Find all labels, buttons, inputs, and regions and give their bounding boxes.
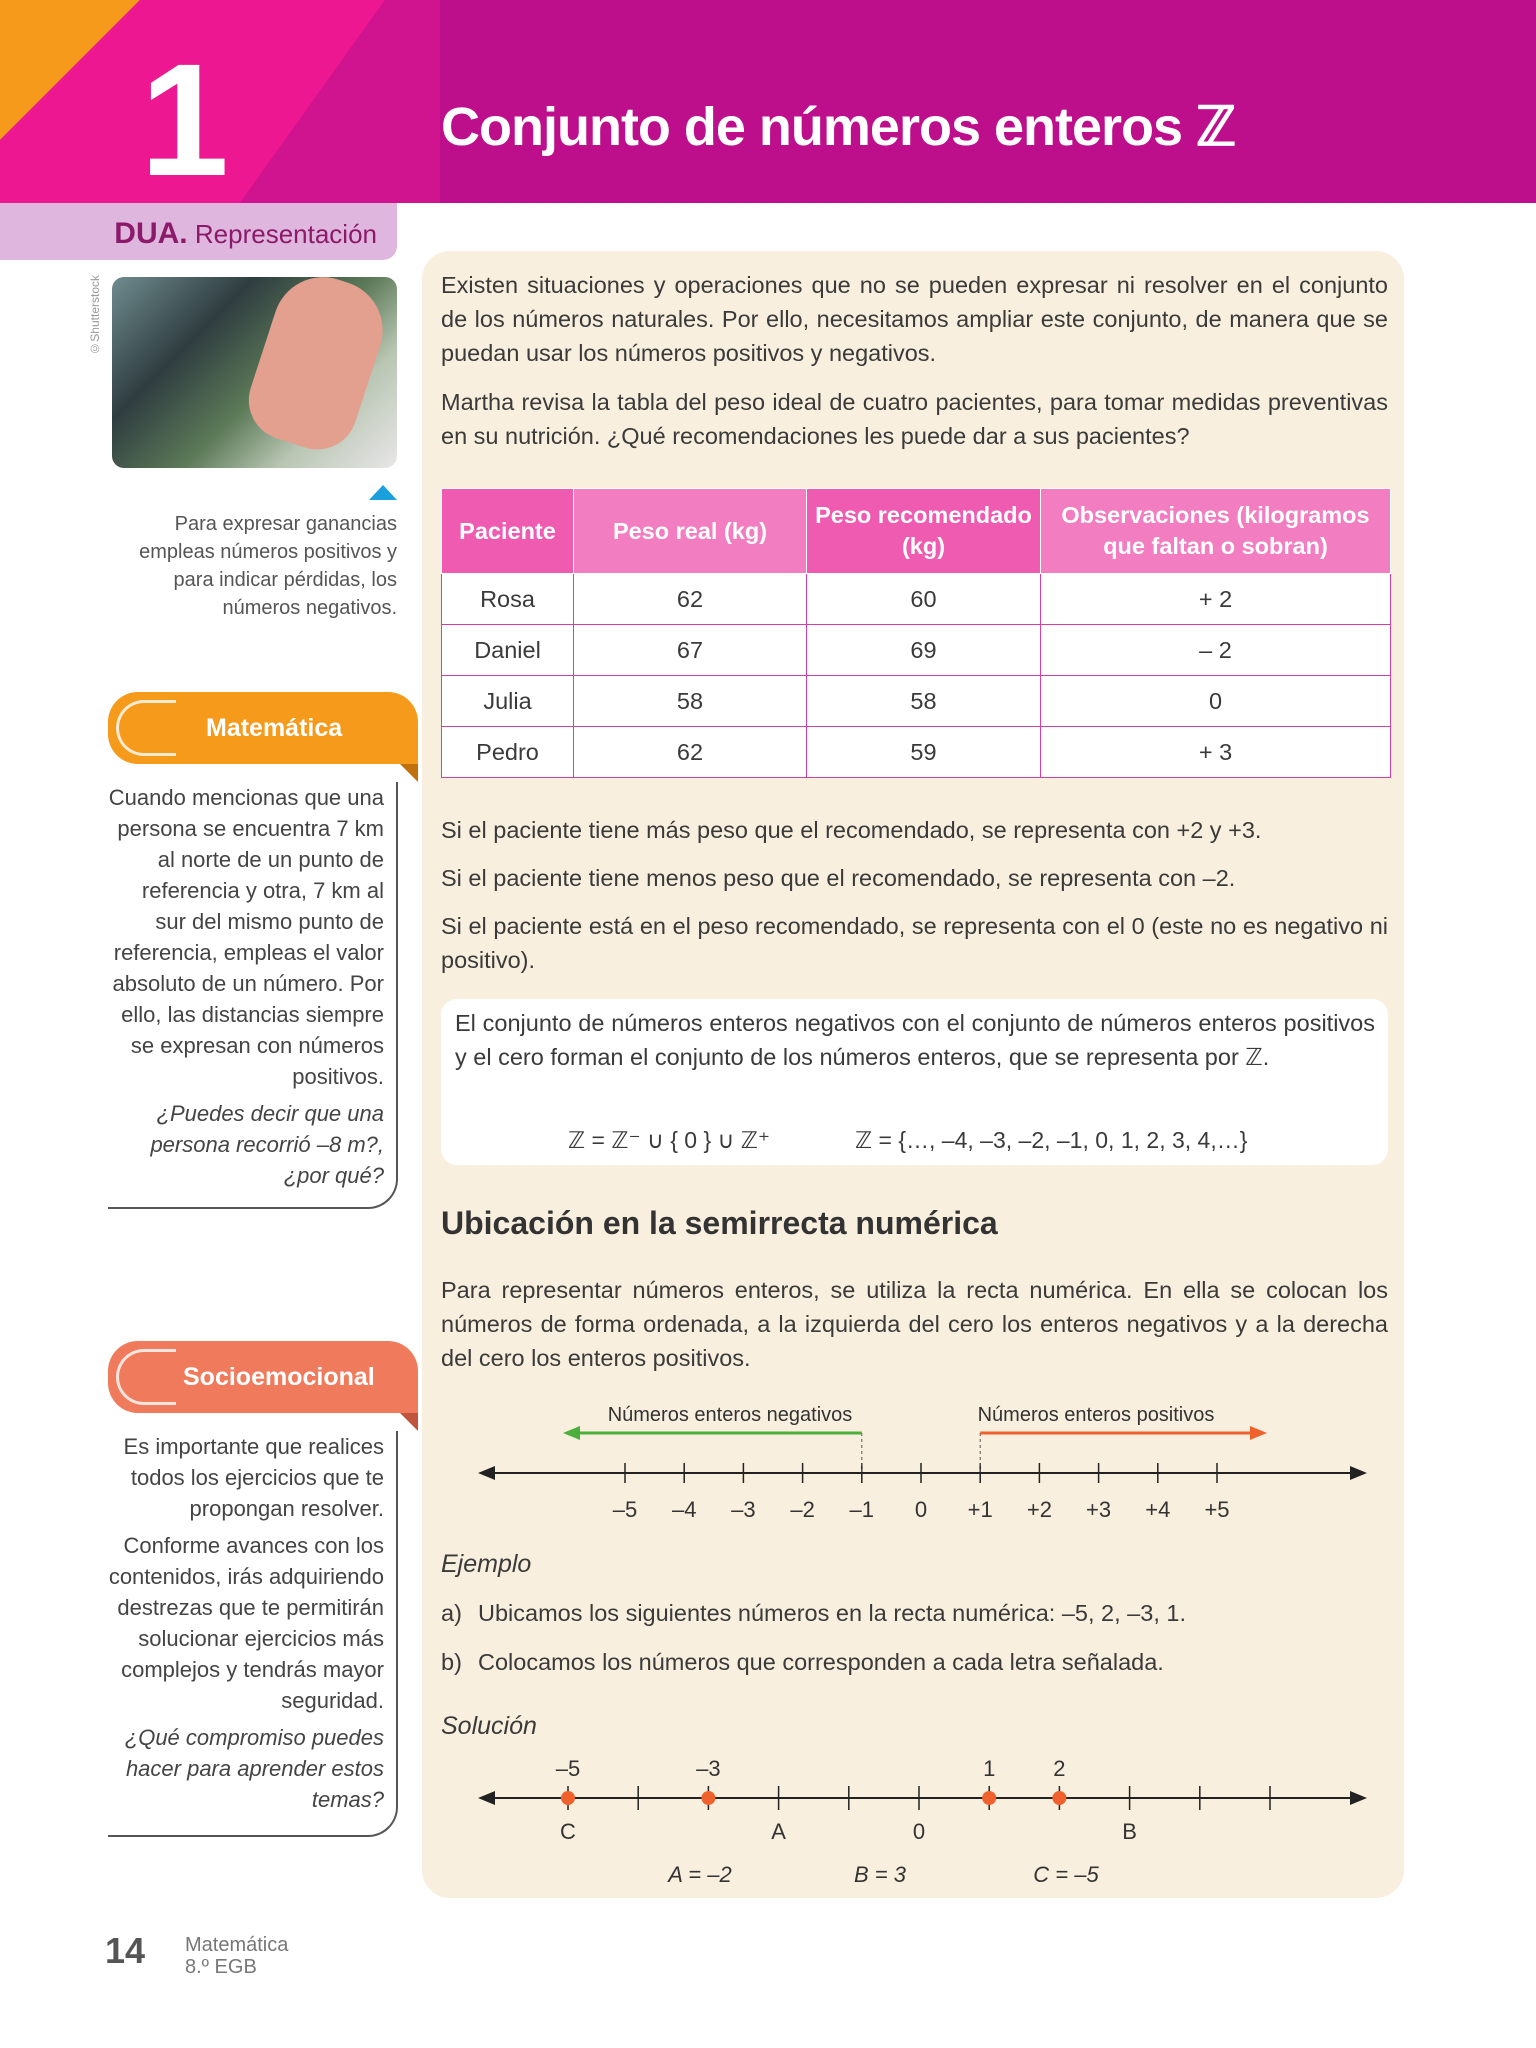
table-cell: 69 [807, 625, 1041, 676]
tick-label: –4 [671, 1497, 697, 1522]
chapter-number: 1 [140, 30, 229, 203]
footer-subject-name: Matemática [185, 1934, 289, 1956]
arrow-left-icon [478, 1791, 495, 1805]
letter-label: C [560, 1819, 576, 1844]
table-cell: + 3 [1041, 727, 1391, 778]
answer-label: B = 3 [854, 1862, 906, 1887]
socio-question: ¿Qué compromiso puedes hacer para aprender estos temas? [124, 1725, 384, 1812]
definition-text: El conjunto de números enteros negativos con el conjunto de números enteros positivos y el cero forman el conjunto de los números enteros, que se representa por ℤ. [455, 1010, 1375, 1070]
tick-label: +4 [1145, 1497, 1171, 1522]
table-cell: 60 [807, 574, 1041, 625]
negative-label: Números enteros negativos [607, 1404, 853, 1426]
table-cell: Pedro [442, 727, 574, 778]
th-observaciones: Observaciones (kilogramos que faltan o sobran) [1041, 489, 1391, 574]
table-cell: 58 [574, 676, 807, 727]
table-cell: 0 [1041, 676, 1391, 727]
point-dot [701, 1791, 715, 1805]
tick-label: +2 [1026, 1497, 1052, 1522]
table-cell: 67 [574, 625, 807, 676]
answer-label: C = –5 [1033, 1862, 1099, 1887]
letter-label: B [1122, 1819, 1137, 1844]
problem-paragraph: Martha revisa la tabla del peso ideal de cuatro pacientes, para tomar medidas preventivas en su nutrición. ¿Qué recomendaciones les puede dar a sus pacientes? [441, 389, 1388, 449]
th-peso-real: Peso real (kg) [574, 489, 807, 574]
matematica-title: Matemática [206, 714, 343, 742]
intro-paragraph: Existen situaciones y operaciones que no se pueden expresar ni resolver en el conjunto de los números naturales. Por ello, necesitamos ampliar este conjunto, de manera que se puedan usar los números positivos y negativos. [441, 272, 1388, 366]
ejemplo-label: Ejemplo [441, 1550, 532, 1578]
socio-text-1: Es importante que realices todos los ejercicios que te propongan resolver. [123, 1434, 384, 1521]
statement-2: Si el paciente tiene menos peso que el recomendado, se representa con –2. [441, 865, 1236, 891]
table-cell: Julia [442, 676, 574, 727]
item-b-label: b) [441, 1649, 462, 1675]
arrow-right-icon [1350, 1466, 1367, 1480]
socioemocional-title: Socioemocional [183, 1363, 375, 1391]
table-cell: 62 [574, 574, 807, 625]
th-paciente: Paciente [442, 489, 574, 574]
page-number: 14 [105, 1930, 146, 1971]
letter-label: 0 [912, 1819, 926, 1844]
positive-arrowhead-icon [1250, 1426, 1267, 1440]
point-label: –3 [696, 1756, 721, 1781]
tick-label: 0 [914, 1497, 928, 1522]
answer-label: A = –2 [668, 1862, 732, 1887]
formula-union: ℤ = ℤ⁻ ∪ { 0 } ∪ ℤ⁺ [568, 1127, 771, 1153]
footer-grade: 8.º EGB [185, 1956, 257, 1978]
arrow-left-icon [478, 1466, 495, 1480]
table-cell: 58 [807, 676, 1041, 727]
tick-label: –2 [790, 1497, 815, 1522]
formula-set: ℤ = {…, –4, –3, –2, –1, 0, 1, 2, 3, 4,…} [855, 1127, 1248, 1153]
negative-arrowhead-icon [563, 1426, 580, 1440]
photo-caption: Para expresar ganancias empleas números positivos y para indicar pérdidas, los números negativos. [139, 513, 397, 619]
point-dot [982, 1791, 996, 1805]
point-label: –5 [555, 1756, 581, 1781]
tick-label: –5 [612, 1497, 638, 1522]
dua-label: Representación [194, 219, 377, 249]
tick-label: –1 [849, 1497, 875, 1522]
table-cell: 62 [574, 727, 807, 778]
table-cell: Rosa [442, 574, 574, 625]
point-dot [561, 1791, 575, 1805]
table-cell: + 2 [1041, 574, 1391, 625]
section-heading: Ubicación en la semirrecta numérica [441, 1205, 998, 1241]
tick-label: +1 [967, 1497, 993, 1522]
tick-label: +3 [1086, 1497, 1112, 1522]
socio-text-2: Conforme avances con los contenidos, irás adquiriendo destrezas que te permitirán solucionar ejercicios más complejos y tendrás mayor seguridad. [108, 1533, 384, 1713]
arrow-right-icon [1350, 1791, 1367, 1805]
th-peso-recomendado: Peso recomendado (kg) [807, 489, 1041, 574]
positive-label: Números enteros positivos [977, 1404, 1215, 1426]
table-cell: – 2 [1041, 625, 1391, 676]
solucion-label: Solución [441, 1712, 537, 1740]
item-b-text: Colocamos los números que corresponden a cada letra señalada. [478, 1649, 1164, 1675]
table-cell: Daniel [442, 625, 574, 676]
table-cell: 59 [807, 727, 1041, 778]
item-a-text: Ubicamos los siguientes números en la recta numérica: –5, 2, –3, 1. [478, 1600, 1186, 1626]
point-dot [1052, 1791, 1066, 1805]
tick-label: +5 [1204, 1497, 1230, 1522]
matematica-text: Cuando mencionas que una persona se encuentra 7 km al norte de un punto de referencia y otra, 7 km al sur del mismo punto de referencia, empleas el valor absoluto de un número. Por ello, las distancias siempre se expresan con números positivos. [108, 785, 384, 1089]
footer-subject [185, 1934, 288, 1978]
numberline-paragraph: Para representar números enteros, se utiliza la recta numérica. En ella se colocan los números de forma ordenada, a la izquierda del cero los enteros negativos y a la derecha del cero los enteros positivos. [441, 1277, 1388, 1371]
statement-3: Si el paciente está en el peso recomendado, se representa con el 0 (este no es negativo ni positivo). [441, 913, 1388, 973]
item-a-label: a) [441, 1600, 462, 1626]
point-label: 2 [1053, 1756, 1066, 1781]
matematica-question: ¿Puedes decir que una persona recorrió –8 m?, ¿por qué? [150, 1101, 384, 1188]
statement-1: Si el paciente tiene más peso que el recomendado, se representa con +2 y +3. [441, 817, 1262, 843]
letter-label: A [771, 1819, 786, 1844]
page-title: Conjunto de números enteros ℤ [441, 97, 1236, 157]
point-label: 1 [983, 1756, 996, 1781]
tick-label: –3 [731, 1497, 756, 1522]
photo-credit: ©Shutterstock [88, 275, 102, 356]
dua-bold: DUA. [114, 217, 188, 250]
